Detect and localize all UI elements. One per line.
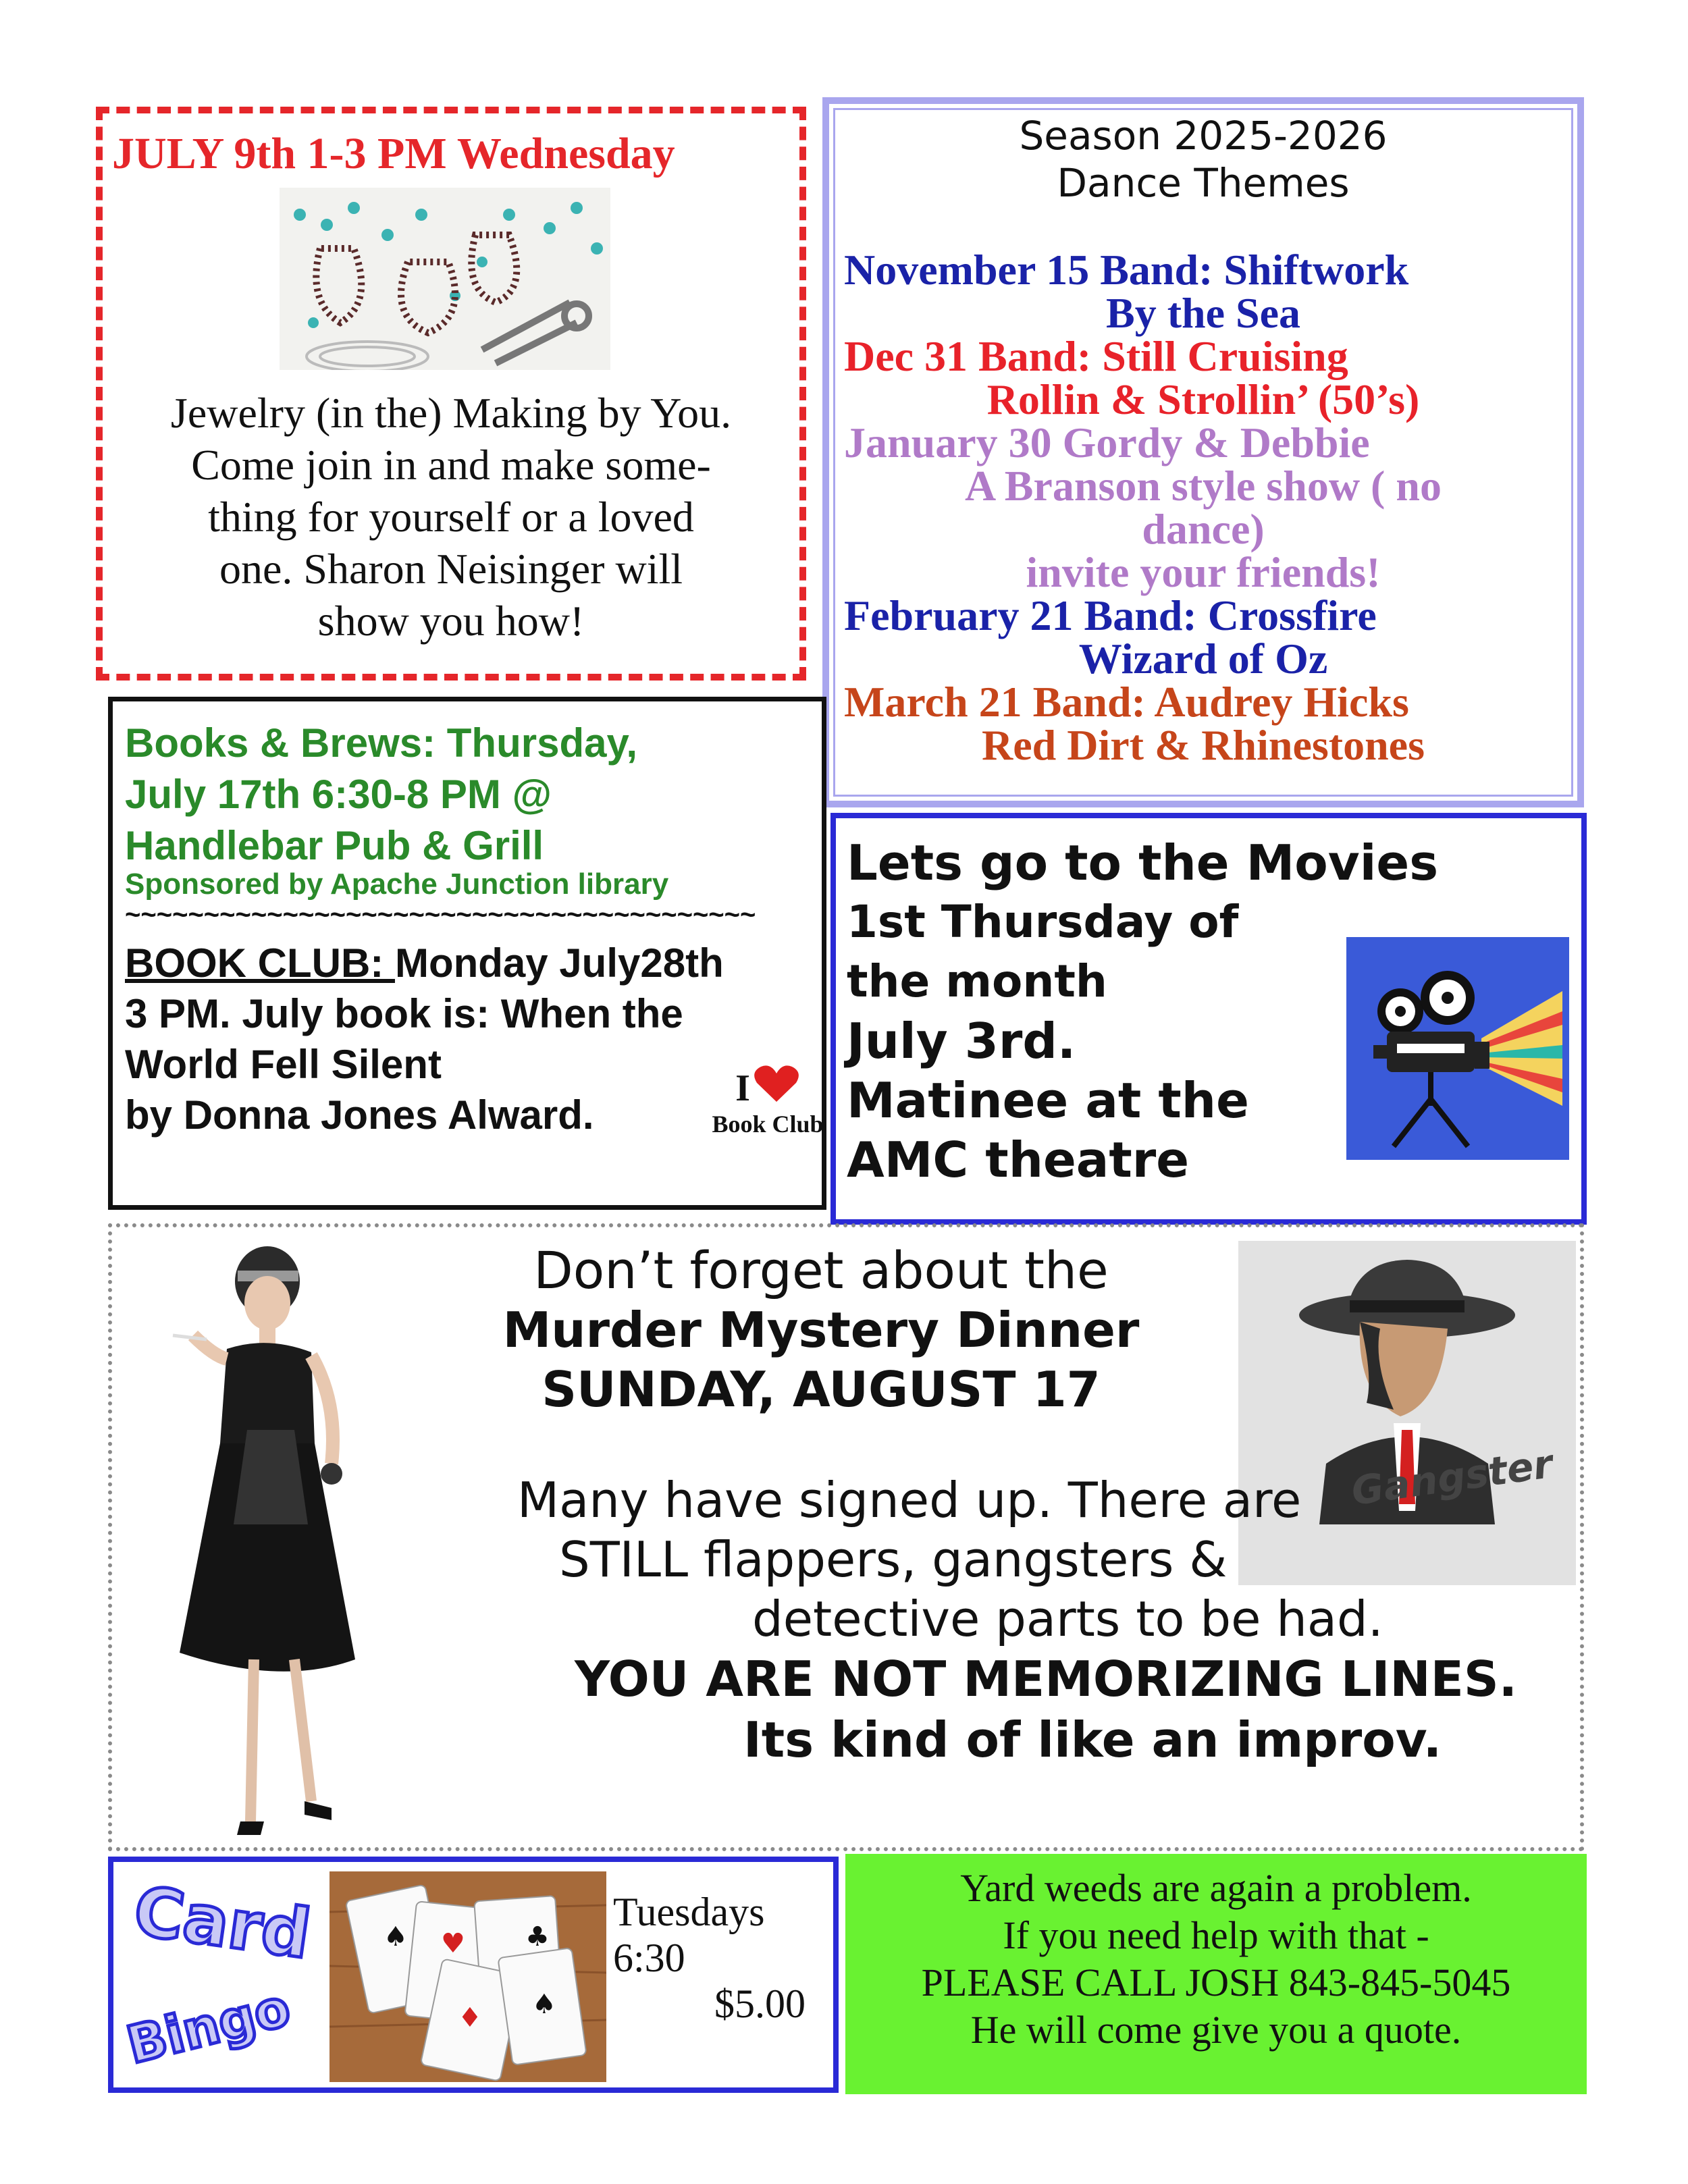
jewelry-line: one. Sharon Neisinger will — [219, 545, 683, 593]
book-club-first-line — [125, 938, 724, 988]
murder-body — [409, 1470, 1544, 1770]
dance-themes-box — [822, 97, 1584, 807]
movies-box — [830, 813, 1587, 1225]
dance-event-date-band: November 15 Band: Shiftwork — [844, 246, 1409, 294]
murder-body-line: STILL flappers, gangsters & — [559, 1531, 1228, 1588]
jewelry-description — [103, 387, 799, 647]
logo-bingo-word: Bingo — [121, 1977, 296, 2075]
dance-event — [844, 678, 1562, 769]
murder-headline — [396, 1241, 1246, 1419]
movies-line: Matinee at the — [847, 1072, 1249, 1129]
books-box — [108, 697, 826, 1210]
murder-date: SUNDAY, AUGUST 17 — [542, 1361, 1101, 1418]
playing-cards-photo — [329, 1871, 606, 2082]
card-bingo-logo — [120, 1869, 316, 2085]
jewelry-photo — [280, 188, 610, 370]
badge-i: I — [735, 1067, 750, 1109]
season-title: Season 2025-2026 — [1019, 113, 1388, 159]
dance-event-date-band: Dec 31 Band: Still Cruising — [844, 332, 1348, 380]
badge-text: Book Club — [712, 1111, 824, 1138]
dance-event-list — [844, 248, 1562, 767]
dance-event-theme: Rollin & Strollin’ (50’s) — [986, 375, 1420, 423]
murder-event-name: Murder Mystery Dinner — [502, 1302, 1140, 1358]
dance-heading — [829, 112, 1577, 207]
dance-event-date-band: March 21 Band: Audrey Hicks — [844, 678, 1409, 726]
svg-text:♠: ♠ — [532, 1989, 556, 2020]
books-sponsor: Sponsored by Apache Junction library — [125, 868, 669, 901]
heart-icon — [753, 1063, 800, 1104]
yard-weeds-text — [845, 1865, 1587, 2054]
book-club-line: World Fell Silent — [125, 1042, 442, 1087]
dance-event-theme: dance) — [1142, 505, 1265, 553]
dance-event-date-band: January 30 Gordy & Debbie — [844, 419, 1370, 467]
books-brews — [125, 718, 637, 872]
i-love-book-club-badge — [707, 1063, 828, 1138]
jewelry-line: Jewelry (in the) Making by You. — [170, 389, 732, 437]
movies-title: Lets go to the Movies — [847, 834, 1439, 891]
dance-event-theme: invite your friends! — [1026, 548, 1381, 596]
dance-event-theme: By the Sea — [1106, 289, 1300, 337]
dance-event-theme: A Branson style show ( no — [965, 462, 1442, 510]
dance-event-theme: Red Dirt & Rhinestones — [982, 721, 1425, 769]
dance-event — [844, 591, 1562, 683]
flapper-woman-image — [153, 1241, 396, 1848]
dance-event — [844, 248, 1562, 335]
svg-text:♠: ♠ — [384, 1921, 408, 1952]
tilde-divider: ~~~~~~~~~~~~~~~~~~~~~~~~~~~~~~~~~~~~~~~~ — [125, 900, 756, 930]
books-brews-line: July 17th 6:30-8 PM @ — [125, 772, 552, 817]
book-club-date: Monday July28th — [394, 940, 724, 986]
weeds-phone-line: PLEASE CALL JOSH 843-845-5045 — [921, 1961, 1511, 2004]
jewelry-line: Come join in and make some- — [191, 441, 711, 489]
books-brews-line: Books & Brews: Thursday, — [125, 720, 638, 766]
bingo-info — [613, 1889, 806, 2027]
movies-line: 1st Thursday of — [847, 896, 1239, 948]
book-club-line: by Donna Jones Alward. — [125, 1092, 594, 1138]
dance-event — [844, 421, 1562, 594]
jewelry-title: JULY 9th 1-3 PM Wednesday — [112, 129, 675, 178]
dance-themes-title: Dance Themes — [1057, 160, 1350, 206]
weeds-line: If you need help with that - — [1003, 1913, 1429, 1957]
books-brews-line: Handlebar Pub & Grill — [125, 823, 544, 868]
weeds-line: He will come give you a quote. — [970, 2008, 1462, 2052]
movie-projector-icon — [1346, 937, 1569, 1160]
book-club-line: 3 PM. July book is: When the — [125, 991, 683, 1036]
murder-body-line: Many have signed up. There are — [517, 1472, 1302, 1528]
gangster-label: Gangster — [1348, 1440, 1556, 1514]
yard-weeds-box — [845, 1854, 1587, 2094]
bingo-price: $5.00 — [714, 1981, 806, 2026]
svg-text:♦: ♦ — [458, 2002, 482, 2033]
murder-bold-line: YOU ARE NOT MEMORIZING LINES. — [575, 1651, 1518, 1707]
card-bingo-box — [108, 1857, 839, 2093]
movies-date: July 3rd. — [847, 1013, 1076, 1069]
murder-bold-line: Its kind of like an improv. — [743, 1711, 1442, 1768]
book-club — [125, 938, 724, 1140]
movies-line: AMC theatre — [847, 1131, 1190, 1188]
bingo-time: 6:30 — [613, 1936, 685, 1980]
dance-event — [844, 332, 1562, 423]
jewelry-line: show you how! — [317, 597, 585, 645]
murder-mystery-box — [108, 1223, 1584, 1851]
dance-event-date-band: February 21 Band: Crossfire — [844, 591, 1377, 639]
murder-body-line: detective parts to be had. — [752, 1591, 1383, 1647]
jewelry-line: thing for yourself or a loved — [208, 493, 694, 541]
logo-card-word: Card — [129, 1871, 315, 1974]
murder-intro: Don’t forget about the — [533, 1240, 1109, 1300]
bingo-day: Tuesdays — [613, 1890, 765, 1934]
svg-text:♥: ♥ — [441, 1928, 465, 1959]
movies-line: the month — [847, 955, 1107, 1007]
svg-text:♣: ♣ — [525, 1921, 550, 1952]
dance-event-theme: Wizard of Oz — [1078, 635, 1328, 683]
book-club-label: BOOK CLUB: — [125, 940, 395, 986]
weeds-line: Yard weeds are again a problem. — [960, 1866, 1472, 1910]
jewelry-event-box — [96, 107, 806, 681]
